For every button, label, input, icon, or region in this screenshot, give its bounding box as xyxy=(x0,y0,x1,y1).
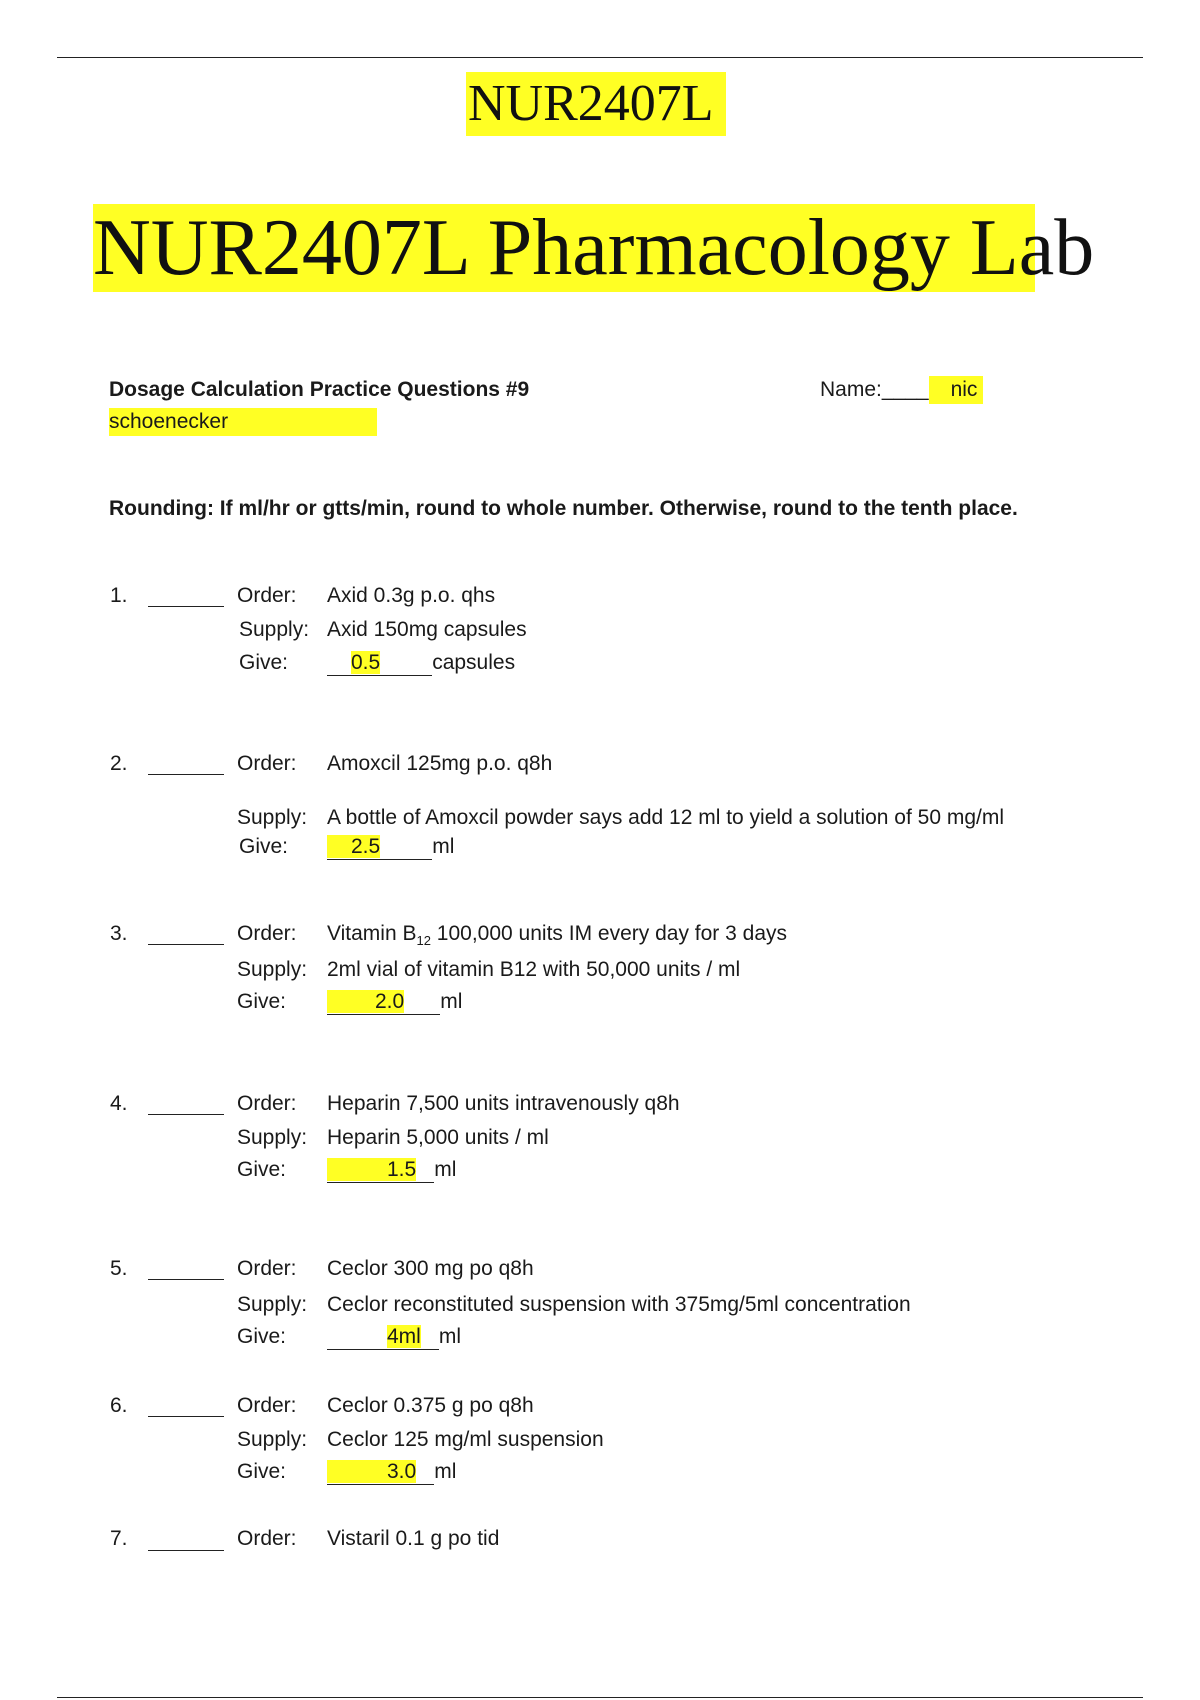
question-number: 2. xyxy=(110,752,128,775)
answer-check-blank xyxy=(148,944,224,945)
student-last-name: schoenecker xyxy=(109,410,229,433)
supply-label: Supply: xyxy=(237,1293,308,1316)
question-number: 4. xyxy=(110,1092,128,1115)
answer-line xyxy=(327,651,432,676)
worksheet-heading: Dosage Calculation Practice Questions #9 xyxy=(109,378,530,401)
give-label: Give: xyxy=(239,835,289,858)
give-label: Give: xyxy=(237,990,287,1013)
answer-line xyxy=(327,1158,434,1183)
order-text: Vistaril 0.1 g po tid xyxy=(327,1527,500,1550)
answer-value: 1.5 xyxy=(327,1158,416,1181)
give-label: Give: xyxy=(239,651,289,674)
order-label: Order: xyxy=(237,1394,297,1417)
give-answer xyxy=(327,1156,456,1184)
answer-value: 2.5 xyxy=(327,835,380,858)
answer-unit: ml xyxy=(434,1158,457,1181)
answer-check-blank xyxy=(148,1279,224,1280)
answer-line xyxy=(327,990,440,1015)
order-label: Order: xyxy=(237,1257,297,1280)
answer-value: 0.5 xyxy=(351,651,381,674)
answer-line xyxy=(327,1325,439,1350)
supply-label: Supply: xyxy=(237,958,308,981)
order-text: Vitamin $B_{12}$ 100,000 units IM every day for 3 days xyxy=(327,922,787,949)
supply-label: Supply: xyxy=(237,806,308,829)
answer-unit: ml xyxy=(440,990,463,1013)
give-label: Give: xyxy=(237,1325,287,1348)
question-number: 1. xyxy=(110,584,128,607)
answer-value: 3.0 xyxy=(327,1460,416,1483)
supply-text: 2ml vial of vitamin B12 with 50,000 units / ml xyxy=(327,958,741,981)
order-text: Amoxcil 125mg p.o. q8h xyxy=(327,752,553,775)
order-label: Order: xyxy=(237,584,297,607)
give-answer xyxy=(327,1458,456,1486)
name-label: Name:____ xyxy=(820,378,929,401)
order-label: Order: xyxy=(237,922,297,945)
document-title: NUR2407L Pharmacology Lab xyxy=(93,204,1095,292)
answer-line xyxy=(327,835,432,860)
student-first-name: nic xyxy=(929,376,984,404)
supply-label: Supply: xyxy=(239,618,310,641)
question-number: 7. xyxy=(110,1527,128,1550)
order-label: Order: xyxy=(237,752,297,775)
order-text: Axid 0.3g p.o. qhs xyxy=(327,584,496,607)
rounding-note: Rounding: If ml/hr or gtts/min, round to whole number. Otherwise, round to the tenth place. xyxy=(109,497,1018,520)
order-label: Order: xyxy=(237,1092,297,1115)
supply-text: Ceclor reconstituted suspension with 375mg/5ml concentration xyxy=(327,1293,911,1316)
supply-label: Supply: xyxy=(237,1126,308,1149)
answer-check-blank xyxy=(148,1416,224,1417)
name-field xyxy=(820,376,983,404)
order-text: Heparin 7,500 units intravenously q8h xyxy=(327,1092,680,1115)
answer-check-blank xyxy=(148,1114,224,1115)
order-text: Ceclor 0.375 g po q8h xyxy=(327,1394,534,1417)
answer-value: 2.0 xyxy=(327,990,404,1013)
answer-check-blank xyxy=(148,606,224,607)
order-label: Order: xyxy=(237,1527,297,1550)
give-answer xyxy=(327,649,515,677)
course-code: NUR2407L xyxy=(466,72,726,136)
subscript: 12 xyxy=(416,933,431,949)
question-number: 6. xyxy=(110,1394,128,1417)
give-label: Give: xyxy=(237,1158,287,1181)
answer-check-blank xyxy=(148,1550,224,1551)
answer-unit: ml xyxy=(438,1325,462,1348)
answer-unit: ml xyxy=(434,1460,457,1483)
supply-text: Axid 150mg capsules xyxy=(327,618,527,641)
top-rule xyxy=(57,57,1143,58)
give-answer xyxy=(327,1323,461,1351)
supply-label: Supply: xyxy=(237,1428,308,1451)
answer-line xyxy=(327,1460,434,1485)
answer-unit: ml xyxy=(432,835,455,858)
question-number: 5. xyxy=(110,1257,128,1280)
answer-check-blank xyxy=(148,774,224,775)
supply-text: Ceclor 125 mg/ml suspension xyxy=(327,1428,604,1451)
answer-value: 4ml xyxy=(387,1325,421,1348)
bottom-rule xyxy=(57,1697,1143,1698)
question-number: 3. xyxy=(110,922,128,945)
give-answer xyxy=(327,988,462,1016)
give-label: Give: xyxy=(237,1460,287,1483)
order-text: Ceclor 300 mg po q8h xyxy=(327,1257,534,1280)
supply-text: A bottle of Amoxcil powder says add 12 ml to yield a solution of 50 mg/ml xyxy=(327,806,1005,829)
supply-text: Heparin 5,000 units / ml xyxy=(327,1126,549,1149)
answer-unit: capsules xyxy=(432,651,516,674)
give-answer xyxy=(327,833,454,861)
